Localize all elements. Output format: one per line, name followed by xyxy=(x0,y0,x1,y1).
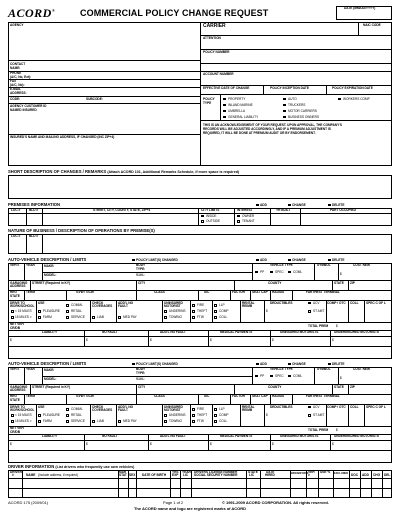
auto-checkbox[interactable] xyxy=(283,98,286,101)
med-pay-checkbox[interactable] xyxy=(118,316,121,319)
outside-checkbox[interactable] xyxy=(201,220,204,223)
towing-checkbox[interactable] xyxy=(164,316,167,319)
policy-change-form: ACORD® COMMERCIAL POLICY CHANGE REQUEST DATE (MM/DD/YYYY) AGENCY CONTACT NAME: PHONE (A/C, No, Ext): FAX (A/C, No): E-MAIL ADDRESS: CODE: SUBCODE: AGENCY CUSTOMER ID NAMED INSURED INSURED'S NAME AND MAILING ADDRESS, IF CHANGED (INC ZIP+4) CARRIER NAIC CODE ATTENTION POLICY NUMBER ACCOUNT NUMBER EFFECTIVE DATE OF CHANGE POLICY INCEPTION DATE POLICY EXPIRATION DATE POLICY TYPE PROPERTY AUTO WORKERS COMP INLAND MARINE TRUCKERS UMBRELLA MOTOR CARRIERS GENERAL LIABILITY BUSINESS OWNERS THIS IS AN ACKNOWLEDGEMENT OF YOUR REQUEST. UPON APPROVAL, THE COMPANY'S RECORDS WILL BE ADJUSTED ACCORDINGLY, AND IF A PREMIUM ADJUSTMENT IS REQUIRED, IT WILL BE DONE AT PREMIUM AUDIT OR BY ENDORSEMENT. SHORT DESCRIPTION OF CHANGES / REMARKS (Attach ACORD 101, Additional Remarks Schedule, if more space is required) PREMISES INFORMATION ADD CHANGE DELETE LOC # BLD # STREET, CITY, COUNTY, STATE, ZIP+4 CITY LIMITS INSIDE OUTSIDE INTEREST OWNER TENANT YR BUILT PART OCCUPIED NATURE OF BUSINESS / DESCRIPTION OF OPERATIONS BY PREMISE(S) LOC # BLD # AUTO-VEHICLE DESCRIPTION / LIMITS POLICY LIMIT(S) CHANGED ADD CHANGE DELETE VEH # YEAR MAKE: MODEL: BODY TYPE: V.I.N.: VEHICLE TYPE PP SPEC COML SYMBOL COST NEW $ GARAGING ADDRESS STREET (Required in KY) CITY COUNTY STATE ZIP REG STATE TERM GVW / GCW CLASS SIC FACTOR SEAT CAP RADIUS FARTHEST TERMINAL DRIVE TO WORK/SCHOOL < 15 MILES 15 MILES > USE PLEASURE FARM COMML RETAIL SERVICE CHECK COVERAGES LIAB ADD'L NO FAULT MED PAY UNINSURED MOTORIST UNDERINS TOWING FIRE THEFT FTW LLP COMP COLL RENTAL REIMB DEDUCTIBLES ACV $ ST AMT COMP / OTC COLL SPEC C OF L NET VEH CR/DB TOTAL PREM $ LIABILITY NO FAULT ADD'L NO FAULT MEDICAL PAYMENTS UNINSURED MOTORISTS UNDERINSURED MOTORISTS $ $ $ $ $ $ AUTO-VEHICLE DESCRIPTION / LIMITS POLICY LIMIT(S) CHANGED ADD CHANGE DELETE VEH # YEAR MAKE: MODEL: BODY TYPE: V.I.N.: VEHICLE TYPE PP SPEC COML SYMBOL COST NEW $ GARAGING ADDRESS STREET (Required in KY) CITY COUNTY STATE ZIP REG STATE TERM GVW / GCW CLASS SIC FACTOR SEAT CAP RADIUS FARTHEST TERMINAL DRIVE TO WORK/SCHOOL < 15 MILES 15 MILES > USE PLEASURE FARM COMML RETAIL SERVICE CHECK COVERAGES LIAB ADD'L NO FAULT MED PAY UNINSURED MOTORIST UNDERINS TOWING FIRE THEFT FTW LLP COMP COLL RENTAL REIMB DEDUCTIBLES ACV $ ST AMT COMP / OTC COLL SPEC C OF L NET VEH CR/DB TOTAL PREM $ LIABILITY NO FAULT ADD'L NO FAULT MEDICAL PAYMENTS UNINSURED MOTORISTS UNDERINSURED MOTORISTS $ $ $ $ $ $ DRIVER INFORMATION (List drivers who frequently use own vehicles) DRIVER # NAME (Include address, if required) MAR STAT SEX DATE OF BIRTH YRS EXP YEAR LIC DRIVERS LICENSE NUMBER SOCIAL SECURITY NUMBER STATE LIC DATE HIRED BROADFORM VEH # USE % EXCLUDED DOC ADD CHG DEL ACORD 175 (2009/01) Page 1 of 2 © 1991-2009 ACORD CORPORATION. All rights reserved. The ACORD name and logo are registered marks of ACORD xyxy=(8,6,391,511)
spec-checkbox[interactable] xyxy=(270,375,273,378)
named-insured-label: NAMED INSURED xyxy=(10,108,37,112)
acv-checkbox[interactable] xyxy=(308,302,311,305)
stamt-checkbox[interactable] xyxy=(308,414,311,417)
coll-checkbox[interactable] xyxy=(214,316,217,319)
retail-checkbox[interactable] xyxy=(66,414,69,417)
owner-checkbox[interactable] xyxy=(237,215,240,218)
pleasure-checkbox[interactable] xyxy=(38,414,41,417)
vehicle-delete-checkbox[interactable] xyxy=(328,363,331,366)
theft-checkbox[interactable] xyxy=(192,414,195,417)
llp-checkbox[interactable] xyxy=(214,304,217,307)
farm-checkbox[interactable] xyxy=(38,316,41,319)
vehicle-change-checkbox[interactable] xyxy=(288,363,291,366)
towing-checkbox[interactable] xyxy=(164,420,167,423)
under-15-checkbox[interactable] xyxy=(11,414,14,417)
pleasure-checkbox[interactable] xyxy=(38,310,41,313)
property-checkbox[interactable] xyxy=(223,98,226,101)
fire-checkbox[interactable] xyxy=(192,304,195,307)
inland-marine-checkbox[interactable] xyxy=(223,104,226,107)
tenant-checkbox[interactable] xyxy=(237,220,240,223)
copyright: © 1991-2009 ACORD CORPORATION. All rights reserved. xyxy=(222,500,329,505)
vehicle-block-2: AUTO-VEHICLE DESCRIPTION / LIMITS POLICY LIMIT(S) CHANGED ADD CHANGE DELETE VEH # YEAR MAKE: MODEL: BODY TYPE: V.I.N.: VEHICLE TYPE PP SPEC COML SYMBOL COST NEW $ GARAGING ADDRESS STREET (Required in KY) CITY COUNTY STATE ZIP REG STATE TERM GVW / GCW CLASS SIC FACTOR SEAT CAP RADIUS FARTHEST TERMINAL DRIVE TO WORK/SCHOOL < 15 MILES 15 MILES > USE PLEASURE FARM COMML RETAIL SERVICE CHECK COVERAGES LIAB ADD'L NO FAULT MED PAY UNINSURED MOTORIST UNDERINS TOWING FIRE THEFT FTW LLP COMP COLL RENTAL REIMB DEDUCTIBLES ACV $ ST AMT COMP / OTC COLL SPEC C OF L NET VEH CR/DB TOTAL PREM $ LIABILITY NO FAULT ADD'L NO FAULT MEDICAL PAYMENTS UNINSURED MOTORISTS UNDERINSURED MOTORISTS $ $ $ $ $ $ xyxy=(8,361,392,463)
trademark: The ACORD name and logo are registered marks of ACORD xyxy=(134,506,247,511)
nature-heading: NATURE OF BUSINESS / DESCRIPTION OF OPERATIONS BY PREMISE(S) xyxy=(8,228,155,233)
ftw-checkbox[interactable] xyxy=(192,316,195,319)
policy-limits-changed-checkbox[interactable] xyxy=(132,259,135,262)
page-number: Page 1 of 2 xyxy=(163,500,184,505)
inside-checkbox[interactable] xyxy=(201,215,204,218)
coml-checkbox[interactable] xyxy=(288,375,291,378)
coml-checkbox[interactable] xyxy=(288,271,291,274)
pp-checkbox[interactable] xyxy=(255,271,258,274)
acord-logo: ACORD® xyxy=(8,6,56,20)
general-liability-checkbox[interactable] xyxy=(223,116,226,119)
premises-heading: PREMISES INFORMATION xyxy=(8,202,61,207)
fire-checkbox[interactable] xyxy=(192,408,195,411)
over-15-checkbox[interactable] xyxy=(11,316,14,319)
umbrella-checkbox[interactable] xyxy=(223,110,226,113)
policy-limits-changed-checkbox[interactable] xyxy=(132,363,135,366)
form-title: COMMERCIAL POLICY CHANGE REQUEST xyxy=(80,8,269,18)
agency-customer-id-label: AGENCY CUSTOMER ID xyxy=(10,104,47,108)
liab-checkbox[interactable] xyxy=(92,420,95,423)
vehicle-add-checkbox[interactable] xyxy=(256,259,259,262)
premises-add-checkbox[interactable] xyxy=(256,204,259,207)
truckers-checkbox[interactable] xyxy=(283,104,286,107)
premises-delete-checkbox[interactable] xyxy=(328,204,331,207)
stamt-checkbox[interactable] xyxy=(308,310,311,313)
liab-checkbox[interactable] xyxy=(92,316,95,319)
theft-checkbox[interactable] xyxy=(192,310,195,313)
service-checkbox[interactable] xyxy=(66,420,69,423)
remarks-area[interactable] xyxy=(8,175,392,199)
carrier-label: CARRIER xyxy=(203,23,226,29)
under-15-checkbox[interactable] xyxy=(11,310,14,313)
nature-table xyxy=(8,234,392,254)
ftw-checkbox[interactable] xyxy=(192,420,195,423)
agency-label: AGENCY xyxy=(10,23,24,27)
comp-checkbox[interactable] xyxy=(214,414,217,417)
pp-checkbox[interactable] xyxy=(255,375,258,378)
retail-checkbox[interactable] xyxy=(66,310,69,313)
short-desc-heading: SHORT DESCRIPTION OF CHANGES / REMARKS (Attach ACORD 101, Additional Remarks Schedule, if more space is required) xyxy=(8,169,240,174)
llp-checkbox[interactable] xyxy=(214,408,217,411)
comml-checkbox[interactable] xyxy=(66,304,69,307)
vehicle-change-checkbox[interactable] xyxy=(288,259,291,262)
acv-checkbox[interactable] xyxy=(308,406,311,409)
insured-address-label: INSURED'S NAME AND MAILING ADDRESS, IF CHANGED (INC ZIP+4) xyxy=(10,134,115,139)
vehicle-add-checkbox[interactable] xyxy=(256,363,259,366)
date-label: DATE (MM/DD/YYYY) xyxy=(344,6,376,10)
service-checkbox[interactable] xyxy=(66,316,69,319)
contact-label: CONTACT xyxy=(10,62,26,66)
underins-checkbox[interactable] xyxy=(164,310,167,313)
workers-comp-checkbox[interactable] xyxy=(338,98,341,101)
farm-checkbox[interactable] xyxy=(38,420,41,423)
spec-checkbox[interactable] xyxy=(270,271,273,274)
vehicle-heading: AUTO-VEHICLE DESCRIPTION / LIMITS xyxy=(8,257,87,262)
med-pay-checkbox[interactable] xyxy=(118,420,121,423)
vehicle-heading: AUTO-VEHICLE DESCRIPTION / LIMITS xyxy=(8,361,87,366)
underins-checkbox[interactable] xyxy=(164,414,167,417)
over-15-checkbox[interactable] xyxy=(11,420,14,423)
drivers-heading: DRIVER INFORMATION (List drivers who frequently use own vehicles) xyxy=(8,464,135,469)
premises-change-checkbox[interactable] xyxy=(288,204,291,207)
coll-checkbox[interactable] xyxy=(214,420,217,423)
comp-checkbox[interactable] xyxy=(214,310,217,313)
comml-checkbox[interactable] xyxy=(66,408,69,411)
business-owners-checkbox[interactable] xyxy=(283,116,286,119)
motor-carriers-checkbox[interactable] xyxy=(283,110,286,113)
vehicle-delete-checkbox[interactable] xyxy=(328,259,331,262)
form-id: ACORD 175 (2009/01) xyxy=(8,500,49,505)
vehicle-block-1: AUTO-VEHICLE DESCRIPTION / LIMITS POLICY LIMIT(S) CHANGED ADD CHANGE DELETE VEH # YEAR MAKE: MODEL: BODY TYPE: V.I.N.: VEHICLE TYPE PP SPEC COML SYMBOL COST NEW $ GARAGING ADDRESS STREET (Required in KY) CITY COUNTY STATE ZIP REG STATE TERM GVW / GCW CLASS SIC FACTOR SEAT CAP RADIUS FARTHEST TERMINAL DRIVE TO WORK/SCHOOL < 15 MILES 15 MILES > USE PLEASURE FARM COMML RETAIL SERVICE CHECK COVERAGES LIAB ADD'L NO FAULT MED PAY UNINSURED MOTORIST UNDERINS TOWING FIRE THEFT FTW LLP COMP COLL RENTAL REIMB DEDUCTIBLES ACV $ ST AMT COMP / OTC COLL SPEC C OF L NET VEH CR/DB TOTAL PREM $ LIABILITY NO FAULT ADD'L NO FAULT MEDICAL PAYMENTS UNINSURED MOTORISTS UNDERINSURED MOTORISTS $ $ $ $ $ $ xyxy=(8,257,392,359)
